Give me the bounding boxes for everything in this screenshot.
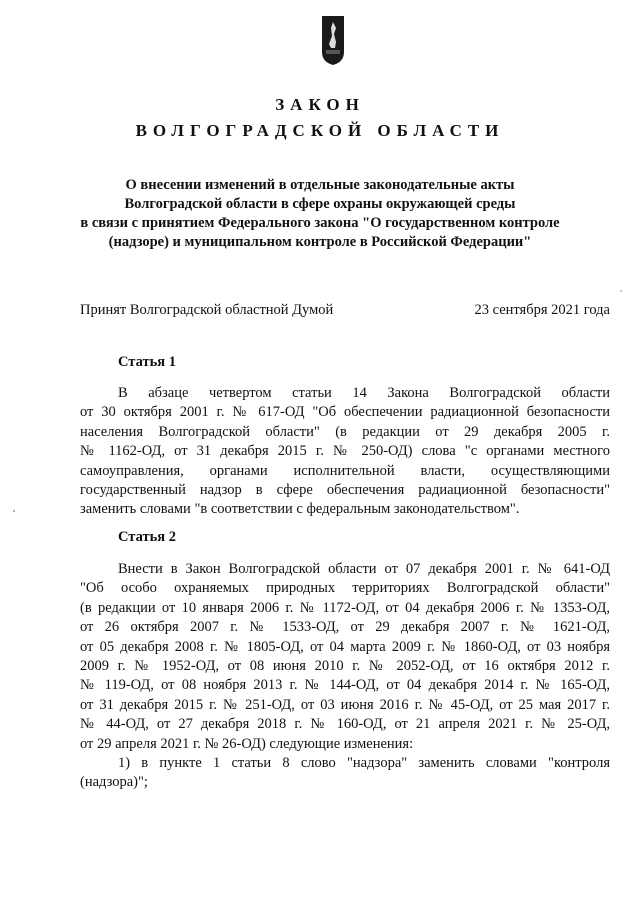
scan-speck — [620, 290, 622, 292]
text-line: 2009 г. № 1952-ОД, от 08 июня 2010 г. № 2052-ОД, от 16 октября 2012 г. — [80, 657, 610, 674]
text-line: государственный надзор в сфере обеспечения радиационной безопасности" — [80, 481, 610, 498]
text-line: от 30 октября 2001 г. № 617-ОД "Об обеспечении радиационной безопасности — [80, 404, 610, 421]
text-line: населения Волгоградской области" (в редакции от 29 декабря 2005 г. — [80, 423, 610, 440]
law-subject — [60, 176, 580, 252]
subject-line: Волгоградской области в сфере охраны окружающей среды — [124, 196, 516, 212]
text-line: (надзора)"; — [80, 774, 148, 791]
article-1-text — [80, 384, 610, 520]
article-1-title: Статья 1 — [118, 354, 176, 370]
text-line: "Об особо охраняемых природных территориях Волгоградской области" — [80, 580, 610, 597]
text-line: В абзаце четвертом статьи 14 Закона Волгоградской области — [118, 385, 610, 401]
subject-line: в связи с принятием Федерального закона "О государственном контроле — [80, 215, 560, 231]
text-line: от 26 октября 2007 г. № 1533-ОД, от 29 декабря 2007 г. № 1621-ОД, — [80, 619, 610, 636]
region-title: ВОЛГОГРАДСКОЙ ОБЛАСТИ — [135, 121, 505, 140]
article-2-title: Статья 2 — [118, 529, 176, 545]
text-line: от 05 декабря 2008 г. № 1805-ОД, от 04 марта 2009 г. № 1860-ОД, от 03 ноября — [80, 638, 610, 655]
coat-of-arms-icon — [320, 14, 346, 66]
article-2-text — [80, 560, 610, 793]
text-line: Внести в Закон Волгоградской области от 07 декабря 2001 г. № 641-ОД — [118, 561, 610, 577]
text-line: заменить словами "в соответствии с федеральным законодательством". — [80, 501, 520, 518]
adoption-date: 23 сентября 2021 года — [474, 302, 610, 318]
text-line: № 1162-ОД, от 31 декабря 2015 г. № 250-ОД) слова "с органами местного — [80, 443, 610, 460]
text-line: (в редакции от 10 января 2006 г. № 1172-ОД, от 04 декабря 2006 г. № 1353-ОД, — [80, 599, 610, 616]
scan-speck — [13, 510, 15, 512]
text-line: самоуправления, органами исполнительной власти, осуществляющими — [80, 462, 610, 479]
text-line: № 44-ОД, от 27 декабря 2018 г. № 160-ОД, от 21 апреля 2021 г. № 25-ОД, — [80, 716, 610, 733]
subject-line: О внесении изменений в отдельные законодательные акты — [125, 177, 515, 193]
law-title: ЗАКОН — [275, 95, 365, 114]
subject-line: (надзоре) и муниципальном контроле в Российской Федерации" — [108, 234, 532, 250]
text-line: № 119-ОД, от 08 ноября 2013 г. № 144-ОД, от 04 декабря 2014 г. № 165-ОД, — [80, 677, 610, 694]
text-line: от 31 декабря 2015 г. № 251-ОД, от 03 июня 2016 г. № 45-ОД, от 25 мая 2017 г. — [80, 696, 610, 713]
text-line: 1) в пункте 1 статьи 8 слово "надзора" заменить словами "контроля — [118, 754, 610, 771]
text-line: от 29 апреля 2021 г. № 26-ОД) следующие изменения: — [80, 735, 414, 752]
adopted-by: Принят Волгоградской областной Думой — [80, 302, 334, 318]
